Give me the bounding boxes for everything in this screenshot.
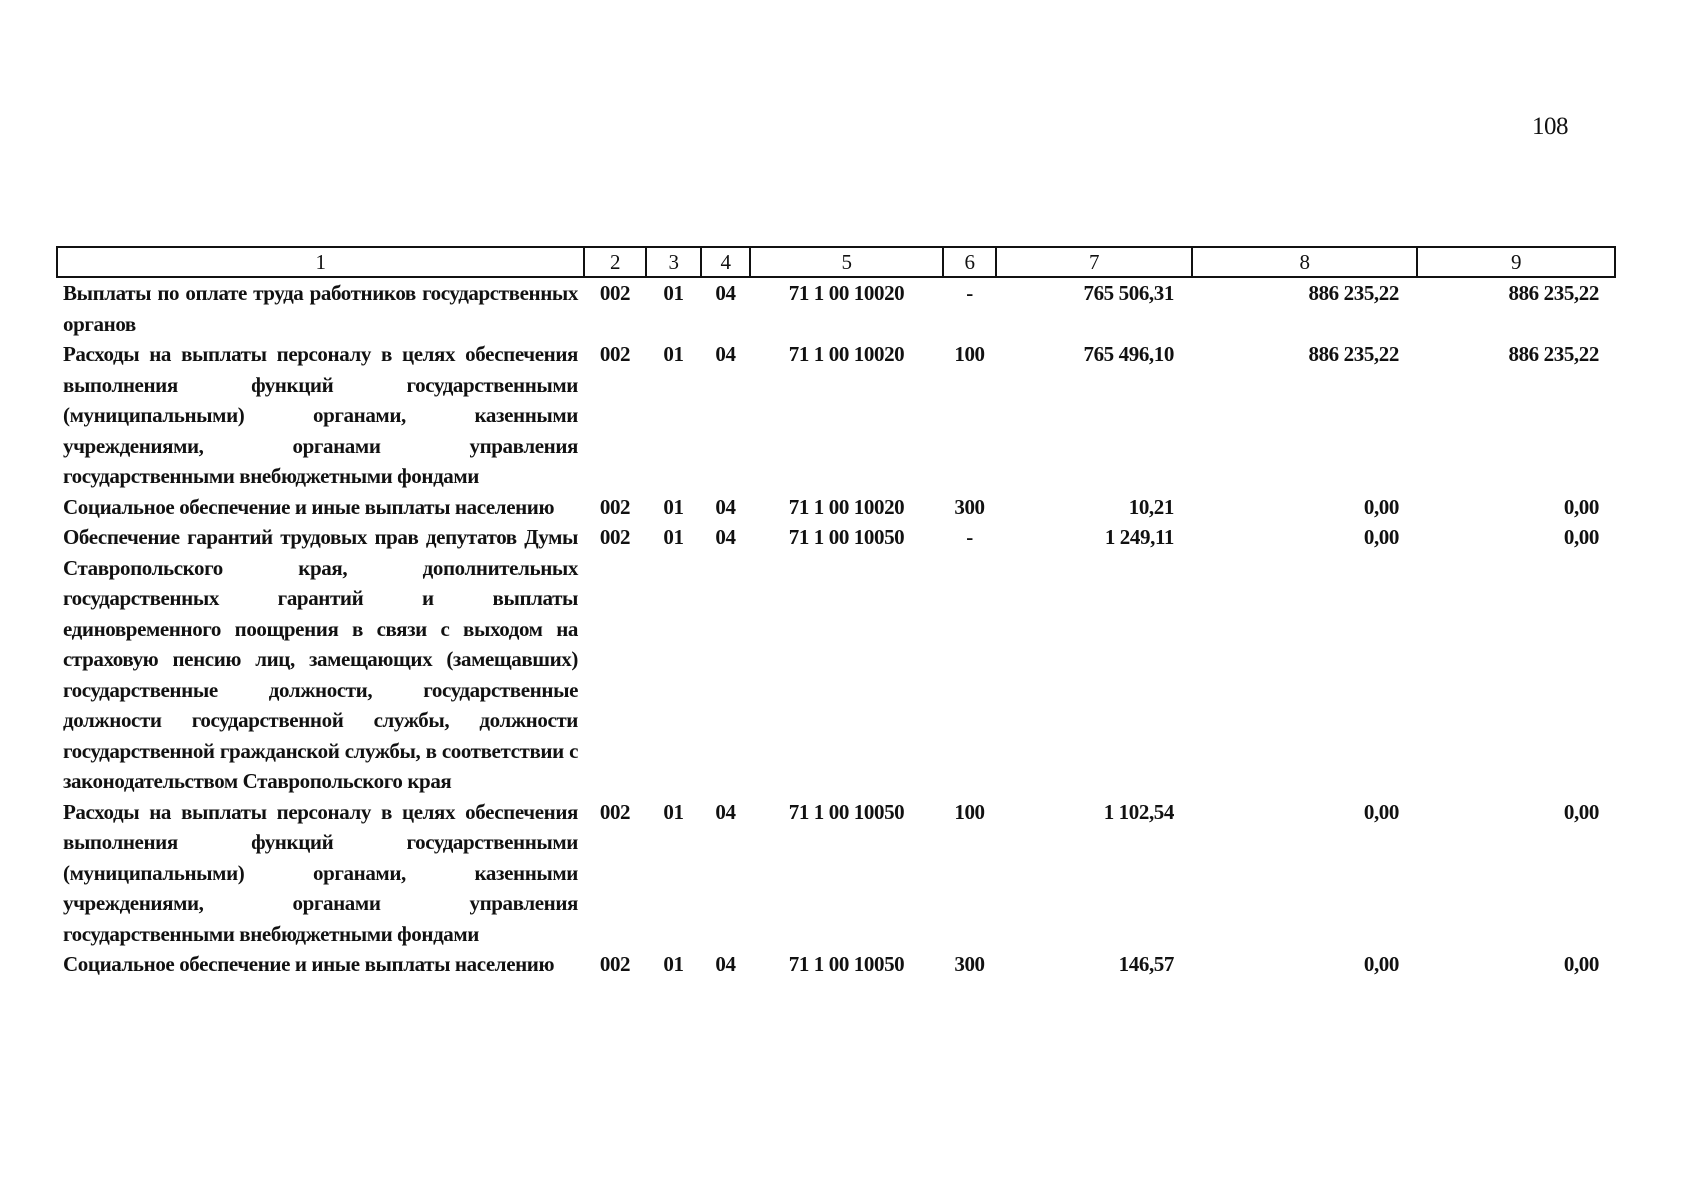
row-amount-8: 886 235,22	[1308, 281, 1399, 305]
row-code-4: 04	[715, 342, 736, 366]
row-code-4: 04	[715, 799, 736, 824]
row-amount-8: 0,00	[1363, 494, 1399, 519]
header-cell: 6	[943, 247, 996, 277]
row-amount-9: 0,00	[1563, 494, 1599, 519]
row-code-3: 01	[663, 799, 684, 824]
page-number: 108	[1532, 113, 1568, 140]
table-row	[57, 339, 1615, 492]
row-code-5: 71 1 00 10020	[788, 281, 905, 305]
row-code-3: 01	[663, 494, 684, 519]
row-amount-7: 146,57	[1118, 952, 1174, 976]
row-name: Социальное обеспечение и иные выплаты населению	[63, 952, 555, 976]
row-code-2: 002	[599, 494, 631, 519]
row-name: Социальное обеспечение и иные выплаты населению	[63, 494, 555, 519]
row-name: Обеспечение гарантий трудовых прав депутатов Думы Ставропольского края, дополнительных государственных гарантий и выплаты единовременного поощрения в связи с выходом на страховую пенсию лиц, замещающих (замещавших) государственные должности, государственные должности государственной службы, должности государственной гражданской службы, в соответствии с законодательством Ставропольского края	[63, 525, 578, 793]
table-row	[57, 949, 1615, 980]
header-cell: 5	[750, 247, 943, 277]
header-cell: 2	[584, 247, 646, 277]
row-amount-7: 1 249,11	[1104, 525, 1174, 549]
header-row	[57, 247, 1615, 277]
row-code-6: 100	[954, 799, 985, 824]
budget-table	[56, 246, 1616, 980]
row-name: Выплаты по оплате труда работников государственных органов	[63, 281, 578, 336]
row-code-2: 002	[599, 342, 631, 366]
row-amount-7: 10,21	[1128, 494, 1174, 519]
row-code-6: 300	[954, 952, 985, 976]
header-cell: 8	[1192, 247, 1417, 277]
table-row	[57, 797, 1615, 950]
table-row	[57, 277, 1615, 339]
header-cell: 3	[646, 247, 701, 277]
row-code-5: 71 1 00 10050	[788, 952, 905, 976]
table-row	[57, 492, 1615, 523]
row-code-6: -	[966, 281, 973, 305]
row-code-3: 01	[663, 952, 684, 976]
row-code-3: 01	[663, 281, 684, 305]
row-code-2: 002	[599, 799, 631, 824]
header-cell: 1	[57, 247, 584, 277]
row-name: Расходы на выплаты персоналу в целях обеспечения выполнения функций государственными (муниципальными) органами, казенными учреждениями, органами управления государственными внебюджетными фондами	[63, 342, 578, 488]
row-code-4: 04	[715, 525, 736, 549]
row-amount-9: 886 235,22	[1508, 281, 1599, 305]
row-amount-7: 765 506,31	[1083, 281, 1174, 305]
row-code-5: 71 1 00 10050	[788, 799, 905, 824]
row-name: Расходы на выплаты персоналу в целях обеспечения выполнения функций государственными (муниципальными) органами, казенными учреждениями, органами управления государственными внебюджетными фондами	[63, 799, 578, 946]
row-code-4: 04	[715, 952, 736, 976]
row-code-2: 002	[599, 952, 631, 976]
row-code-6: -	[966, 525, 973, 549]
row-amount-8: 0,00	[1363, 952, 1399, 976]
row-amount-8: 886 235,22	[1308, 342, 1399, 366]
row-code-2: 002	[599, 525, 631, 549]
row-code-5: 71 1 00 10020	[788, 342, 905, 366]
row-code-5: 71 1 00 10020	[788, 494, 905, 519]
row-amount-9: 886 235,22	[1508, 342, 1599, 366]
row-code-4: 04	[715, 281, 736, 305]
row-code-2: 002	[599, 281, 631, 305]
row-code-6: 300	[954, 494, 985, 519]
row-amount-9: 0,00	[1563, 952, 1599, 976]
row-code-3: 01	[663, 342, 684, 366]
row-code-5: 71 1 00 10050	[788, 525, 905, 549]
row-amount-7: 1 102,54	[1103, 799, 1174, 824]
table-row	[57, 522, 1615, 797]
header-cell: 4	[701, 247, 750, 277]
row-amount-8: 0,00	[1363, 525, 1399, 549]
header-cell: 9	[1417, 247, 1615, 277]
row-code-4: 04	[715, 494, 736, 519]
row-code-6: 100	[954, 342, 985, 366]
header-cell: 7	[996, 247, 1192, 277]
row-amount-7: 765 496,10	[1083, 342, 1174, 366]
row-amount-9: 0,00	[1563, 799, 1599, 824]
row-amount-8: 0,00	[1363, 799, 1399, 824]
row-amount-9: 0,00	[1563, 525, 1599, 549]
row-code-3: 01	[663, 525, 684, 549]
